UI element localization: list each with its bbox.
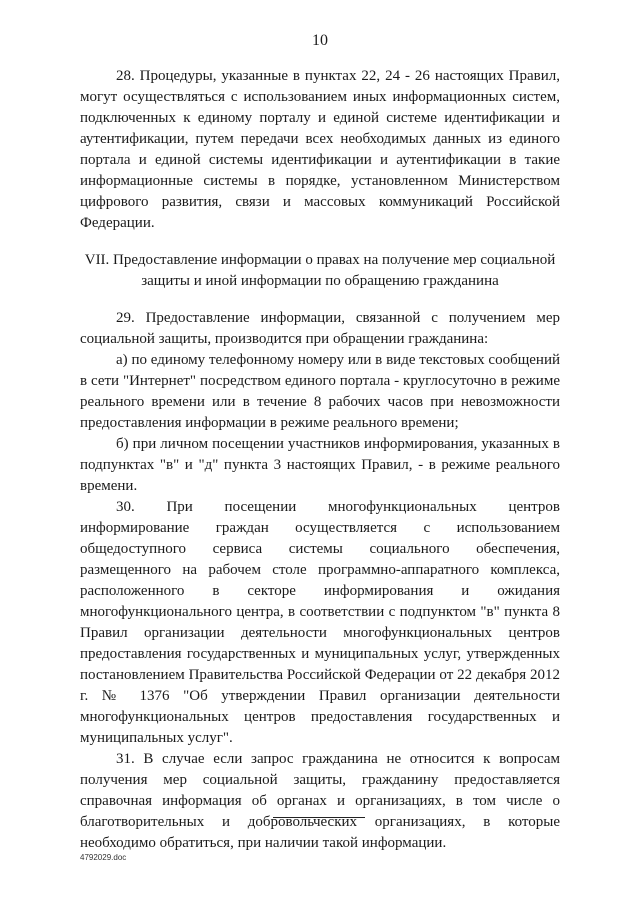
paragraph-29-b: б) при личном посещении участников информирования, указанных в подпунктах "в" и "д" пункта 3 настоящих Правил, - в режиме реального времени. xyxy=(80,436,560,494)
document-body xyxy=(80,66,560,854)
paragraph-30: 30. При посещении многофункциональных центров информирование граждан осуществляется с использованием общедоступного сервиса системы социального обеспечения, размещенного на рабочем столе программно-аппаратного комплекса, расположенного в секторе информирования и ожидания многофункционального центра, в соответствии с подпунктом "в" пункта 8 Правил организации деятельности многофункциональных центров предоставления государственных и муниципальных услуг, утвержденных постановлением Правительства Российской Федерации от 22 декабря 2012 г. № 1376 "Об утверждении Правил организации деятельности многофункциональных центров предоставления государственных и муниципальных услуг". xyxy=(80,499,560,746)
footer-divider xyxy=(273,817,365,818)
paragraph-28: 28. Процедуры, указанные в пунктах 22, 24 - 26 настоящих Правил, могут осуществляться с использованием иных информационных систем, подключенных к единому порталу и единой системе идентификации и аутентификации, путем передачи всех необходимых данных из единого портала и единой системы идентификации и аутентификации в такие информационные системы в порядке, установленном Министерством цифрового развития, связи и массовых коммуникаций Российской Федерации. xyxy=(80,68,560,231)
section-heading-line-2: защиты и иной информации по обращению гражданина xyxy=(141,273,499,289)
section-heading-line-1: VII. Предоставление информации о правах на получение мер социальной xyxy=(84,252,556,268)
paragraph-29-a: а) по единому телефонному номеру или в виде текстовых сообщений в сети "Интернет" посредством единого портала - круглосуточно в режиме реального времени или в течение 8 рабочих часов при невозможности предоставления информации в режиме реального времени; xyxy=(80,352,560,431)
document-file-id: 4792029.doc xyxy=(80,853,127,862)
paragraph-29: 29. Предоставление информации, связанной с получением мер социальной защиты, производится при обращении гражданина: xyxy=(80,310,560,347)
section-heading-vii xyxy=(80,250,560,292)
page-number: 10 xyxy=(312,32,328,49)
paragraph-31: 31. В случае если запрос гражданина не относится к вопросам получения мер социальной защиты, гражданину предоставляется справочная информация об органах и организациях, в том числе о благотворительных и добровольческих организациях, в которые необходимо обратиться, при наличии такой информации. xyxy=(80,751,560,851)
